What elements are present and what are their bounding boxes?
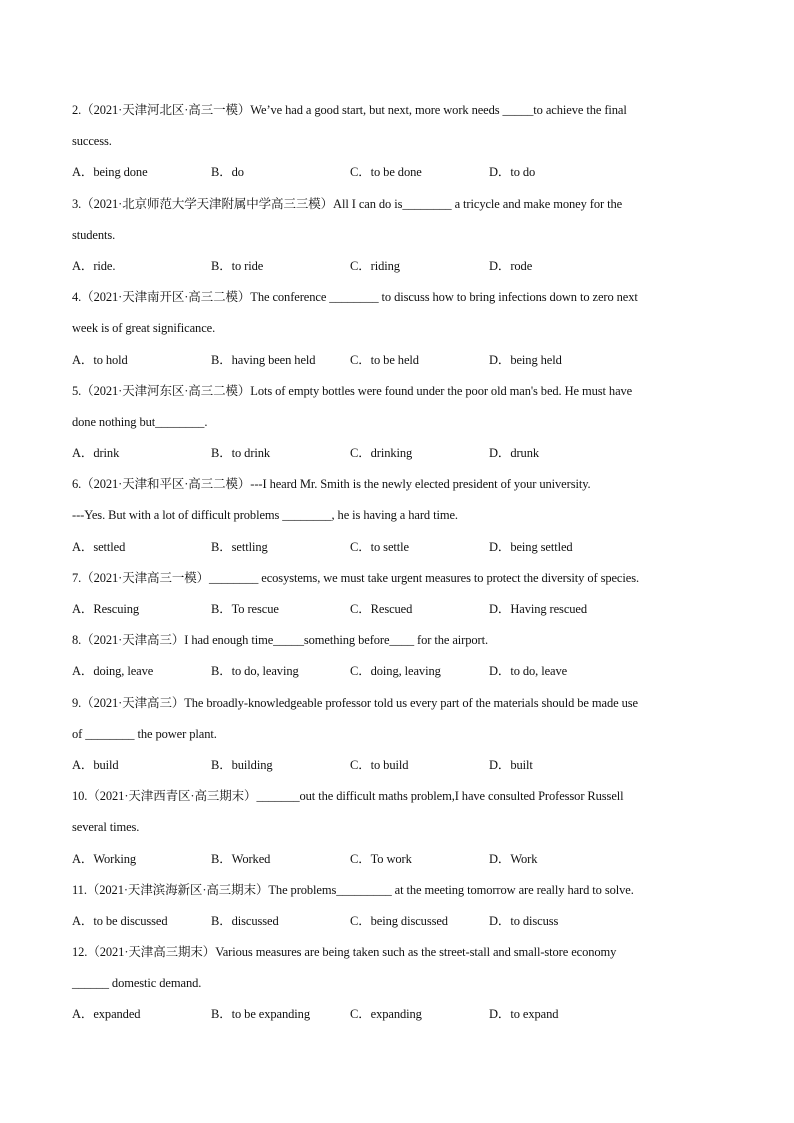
answer-option-c[interactable]: C．to be done (350, 165, 422, 180)
answer-options (72, 599, 732, 630)
question-stem-continued: ---Yes. But with a lot of difficult problems ________, he is having a hard time. (72, 508, 458, 523)
question-item (72, 474, 732, 568)
answer-option-c[interactable]: C．To work (350, 851, 412, 866)
answer-option-a[interactable]: A．to hold (72, 352, 128, 367)
answer-option-d[interactable]: D．to do (489, 165, 536, 180)
answer-option-d[interactable]: D．rode (489, 258, 533, 273)
answer-option-b[interactable]: B．discussed (211, 913, 279, 928)
answer-options (72, 537, 732, 568)
answer-options (72, 256, 732, 287)
answer-option-b[interactable]: B．to do, leaving (211, 664, 299, 679)
answer-options (72, 162, 732, 193)
answer-option-c[interactable]: C．being discussed (350, 913, 448, 928)
answer-option-c[interactable]: C．Rescued (350, 602, 413, 616)
answer-option-a[interactable]: A．ride. (72, 258, 116, 273)
answer-option-c[interactable]: C．to be held (350, 352, 419, 367)
answer-option-a[interactable]: A．settled (72, 539, 126, 554)
question-stem: 5.（2021·天津河东区·高三二模）Lots of empty bottles were found under the poor old man's bed. He must have (72, 383, 633, 398)
answer-option-a[interactable]: A．expanded (72, 1007, 141, 1022)
question-item (72, 194, 732, 288)
answer-option-b[interactable]: B．to be expanding (211, 1007, 310, 1022)
question-item (72, 630, 732, 692)
question-item (72, 786, 732, 880)
question-stem: 6.（2021·天津和平区·高三二模）---I heard Mr. Smith is the newly elected president of your university. (72, 477, 591, 492)
question-stem: 9.（2021·天津高三）The broadly-knowledgeable professor told us every part of the materials should be made use (72, 695, 638, 710)
answer-option-b[interactable]: B．To rescue (211, 602, 279, 616)
question-stem: 4.（2021·天津南开区·高三二模）The conference ________ to discuss how to bring infections down to zero next (72, 290, 638, 305)
answer-option-d[interactable]: D．to expand (489, 1007, 559, 1022)
answer-options (72, 1004, 732, 1035)
answer-option-c[interactable]: C．doing, leaving (350, 664, 441, 679)
answer-option-d[interactable]: D．Having rescued (489, 602, 588, 616)
question-stem-continued: week is of great significance. (72, 321, 216, 336)
answer-option-c[interactable]: C．riding (350, 258, 400, 273)
answer-option-c[interactable]: C．to settle (350, 539, 409, 554)
answer-option-a[interactable]: A．doing, leave (72, 664, 154, 679)
answer-option-b[interactable]: B．Worked (211, 851, 271, 866)
question-stem-continued: success. (72, 134, 112, 149)
question-stem: 8.（2021·天津高三）I had enough time_____something before____ for the airport. (72, 633, 488, 648)
answer-option-d[interactable]: D．Work (489, 851, 538, 866)
answer-options (72, 443, 732, 474)
question-stem: 11.（2021·天津滨海新区·高三期末）The problems_________ at the meeting tomorrow are really hard to solve. (72, 882, 634, 897)
answer-option-a[interactable]: A．Rescuing (72, 602, 140, 616)
question-stem-continued: of ________ the power plant. (72, 726, 217, 741)
question-stem-continued: ______ domestic demand. (72, 976, 202, 991)
answer-option-d[interactable]: D．built (489, 757, 533, 772)
answer-options (72, 350, 732, 381)
question-stem: 7.（2021·天津高三一模）________ ecosystems, we must take urgent measures to protect the diversity of species. (72, 570, 639, 585)
answer-options (72, 755, 732, 786)
answer-option-a[interactable]: A．build (72, 757, 119, 772)
question-item (72, 942, 732, 1036)
question-stem: 2.（2021·天津河北区·高三一模）We’ve had a good start, but next, more work needs _____to achieve the final (72, 103, 627, 117)
answer-option-a[interactable]: A．Working (72, 851, 137, 866)
answer-options (72, 661, 732, 692)
answer-option-b[interactable]: B．building (211, 757, 273, 772)
question-stem: 10.（2021·天津西青区·高三期末）_______out the difficult maths problem,I have consulted Professor Russell (72, 789, 624, 804)
answer-option-c[interactable]: C．expanding (350, 1007, 422, 1022)
answer-option-c[interactable]: C．drinking (350, 446, 413, 461)
question-item (72, 381, 732, 475)
question-item (72, 100, 732, 194)
question-item (72, 693, 732, 787)
answer-option-d[interactable]: D．drunk (489, 446, 539, 461)
answer-option-a[interactable]: A．drink (72, 446, 120, 461)
answer-option-b[interactable]: B．to drink (211, 446, 271, 461)
question-item (72, 880, 732, 942)
question-stem: 12.（2021·天津高三期末）Various measures are being taken such as the street-stall and small-store economy (72, 945, 617, 960)
answer-options (72, 911, 732, 942)
answer-option-c[interactable]: C．to build (350, 757, 409, 772)
question-stem-continued: students. (72, 227, 116, 242)
question-stem-continued: done nothing but________. (72, 414, 208, 429)
question-item (72, 568, 732, 630)
question-stem: 3.（2021·北京师范大学天津附属中学高三三模）All I can do is________ a tricycle and make money for the (72, 196, 623, 211)
question-stem-continued: several times. (72, 820, 140, 835)
answer-option-b[interactable]: B．having been held (211, 352, 316, 367)
answer-option-d[interactable]: D．being settled (489, 539, 573, 554)
question-item (72, 287, 732, 381)
question-list (72, 100, 732, 1036)
answer-option-b[interactable]: B．do (211, 165, 244, 180)
answer-options (72, 849, 732, 880)
answer-option-b[interactable]: B．settling (211, 539, 268, 554)
answer-option-d[interactable]: D．being held (489, 352, 562, 367)
answer-option-d[interactable]: D．to discuss (489, 913, 559, 928)
answer-option-a[interactable]: A．being done (72, 165, 148, 180)
answer-option-b[interactable]: B．to ride (211, 258, 264, 273)
answer-option-d[interactable]: D．to do, leave (489, 664, 568, 679)
answer-option-a[interactable]: A．to be discussed (72, 913, 168, 928)
